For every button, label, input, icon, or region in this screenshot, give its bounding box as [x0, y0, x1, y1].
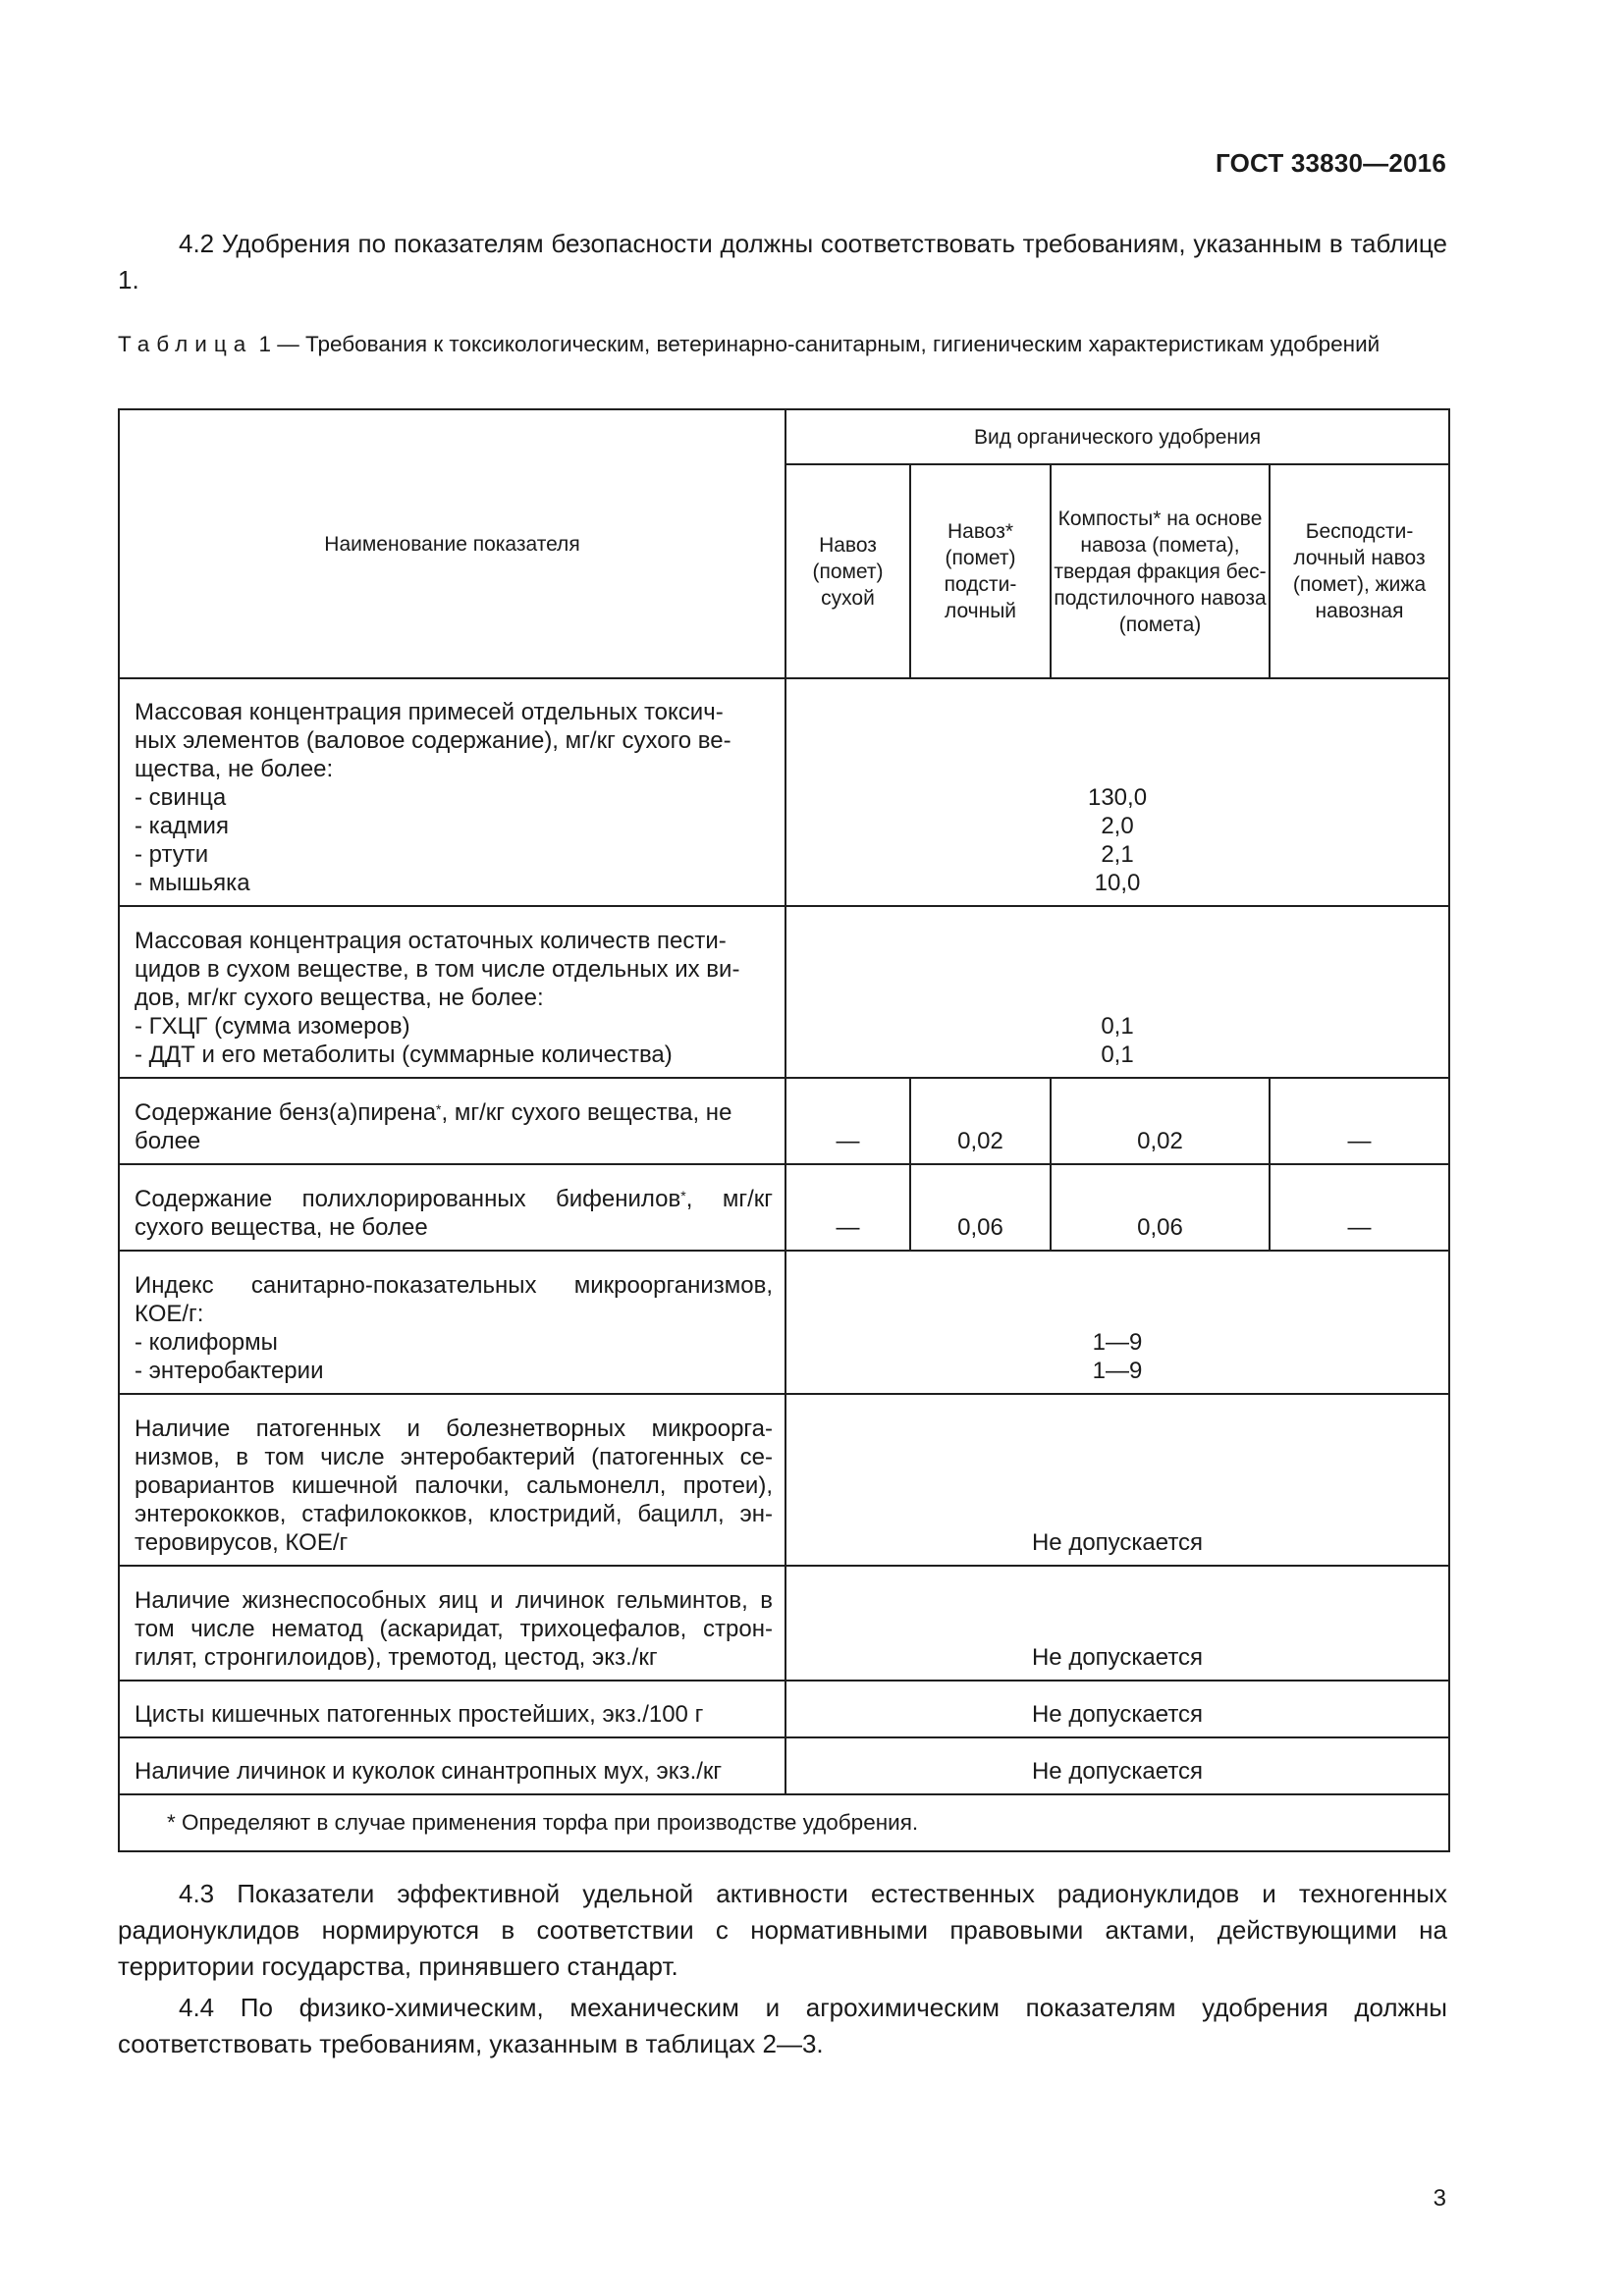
table-row-pesticides [119, 906, 1449, 1078]
paragraph-4-2: 4.2 Удобрения по показателям безопасности должны соответствовать требованиям, указанным в таблице 1. [118, 229, 1447, 294]
row-name: Содержание полихлорированных бифенилов*, мг/кг сухого вещества, не более [119, 1164, 785, 1251]
row-value: 1—9 1—9 [785, 1251, 1449, 1394]
row-name: Массовая концентрация остаточных количеств пести- цидов в сухом веществе, в том числе отдельных их ви- дов, мг/кг сухого вещества, не более: - ГХЦГ (сумма изомеров) - ДДТ и его метаболиты (суммарные количества) [119, 906, 785, 1078]
table-footnote-row [119, 1794, 1449, 1851]
row-value: 0,06 [910, 1164, 1051, 1251]
row-value: 0,06 [1051, 1164, 1270, 1251]
row-name: Содержание бенз(а)пирена*, мг/кг сухого вещества, не более [119, 1078, 785, 1164]
row-value: 0,1 0,1 [785, 906, 1449, 1078]
row-value: — [785, 1078, 910, 1164]
row-value: Не допускается [785, 1566, 1449, 1681]
table-row-helminths [119, 1566, 1449, 1681]
row-value: — [1270, 1164, 1449, 1251]
header-fertilizer-type: Вид органического удобрения [785, 409, 1449, 464]
footnote-mark: * [680, 1188, 686, 1203]
table-row-pcb [119, 1164, 1449, 1251]
row-value: 0,02 [1051, 1078, 1270, 1164]
caption-label: Таблица [118, 332, 253, 356]
page-number: 3 [1433, 2185, 1446, 2212]
row-value: Не допускается [785, 1681, 1449, 1737]
paragraph-4-3: 4.3 Показатели эффективной удельной активности естественных радионуклидов и техногенных радионуклидов нормируются в соответствии с нормативными правовыми актами, действующими на территории государства, принявшего стандарт. [118, 1879, 1447, 1981]
table-row-toxic-elements [119, 678, 1449, 906]
paragraph-4-4: 4.4 По физико-химическим, механическим и агрохимическим показателям удобрения должны соответствовать требованиям, указанным в таблицах 2—3. [118, 1993, 1447, 2058]
header-col-dry-manure: Навоз (помет) сухой [785, 464, 910, 678]
table-row-benzopyrene [119, 1078, 1449, 1164]
table-caption [118, 329, 1447, 360]
requirements-table [118, 408, 1450, 1852]
row-value: — [1270, 1078, 1449, 1164]
row-value: — [785, 1164, 910, 1251]
header-indicator-name: Наименование показателя [119, 409, 785, 678]
row-name: Наличие жизнеспособных яиц и личинок гельминтов, в том числе нематод (аскаридат, трихоцефалов, строн- гилят, стронгилоидов), тремотод, цестод, экз./кг [119, 1566, 785, 1681]
header-col-bedding-manure: Навоз* (помет) подсти-лочный [910, 464, 1051, 678]
row-name: Индекс санитарно-показательных микроорганизмов, КОЕ/г: - колиформы - энтеробактерии [119, 1251, 785, 1394]
row-value: 130,0 2,0 2,1 10,0 [785, 678, 1449, 906]
caption-text: 1 — Требования к токсикологическим, ветеринарно-санитарным, гигиеническим характеристикам удобрений [258, 332, 1380, 356]
table-row-flies [119, 1737, 1449, 1794]
row-value: 0,02 [910, 1078, 1051, 1164]
table-row-cysts [119, 1681, 1449, 1737]
row-name: Наличие личинок и куколок синантропных мух, экз./кг [119, 1737, 785, 1794]
row-name: Цисты кишечных патогенных простейших, экз./100 г [119, 1681, 785, 1737]
table-row-microorganism-index [119, 1251, 1449, 1394]
row-value: Не допускается [785, 1394, 1449, 1566]
row-value: Не допускается [785, 1737, 1449, 1794]
header-col-composts: Компосты* на основе навоза (помета), твердая фракция бес-подстилочного навоза (помета) [1051, 464, 1270, 678]
table-header-row [119, 409, 1449, 464]
footnote-mark: * [436, 1101, 442, 1117]
header-col-liquid-manure: Бесподсти-лочный навоз (помет), жижа навозная [1270, 464, 1449, 678]
table-row-pathogens [119, 1394, 1449, 1566]
row-name: Наличие патогенных и болезнетворных микроорга- низмов, в том числе энтеробактерий (патогенных се- ровариантов кишечной палочки, сальмонелл, протеи), энтерококков, стафилококков, клостридий, бацилл, эн- теровирусов, КОЕ/г [119, 1394, 785, 1566]
table-footnote: * Определяют в случае применения торфа при производстве удобрения. [119, 1794, 1449, 1851]
standard-header: ГОСТ 33830—2016 [1216, 148, 1446, 178]
row-name: Массовая концентрация примесей отдельных токсич- ных элементов (валовое содержание), мг/кг сухого ве- щества, не более: - свинца - кадмия - ртути - мышьяка [119, 678, 785, 906]
